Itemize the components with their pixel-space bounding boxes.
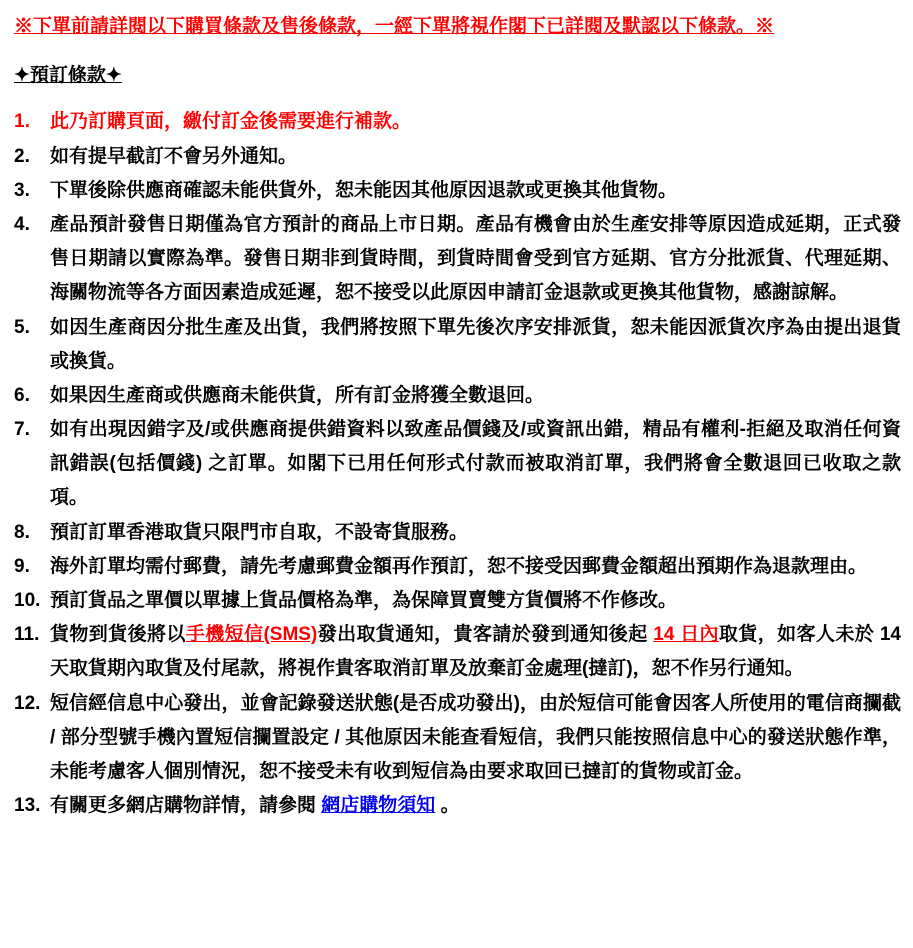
term-item-5 (14, 311, 901, 379)
section-title-preorder-terms: ✦預訂條款✦ (14, 65, 122, 87)
term-item-6 (14, 379, 901, 413)
term-text-segment: 發出取貨通知，貴客請於發到通知後起 (317, 624, 654, 646)
term-text-segment: 。 (435, 795, 460, 817)
term-text-segment: 海外訂單均需付郵費，請先考慮郵費金額再作預訂，恕不接受因郵費金額超出預期作為退款理由。 (50, 555, 868, 577)
term-item-2 (14, 140, 901, 174)
term-item-1 (14, 105, 901, 139)
highlighted-text: 手機短信(SMS) (185, 624, 318, 646)
term-text (50, 789, 901, 823)
purchase-notice-header: ※下單前請詳閱以下購買條款及售後條款，一經下單將視作閣下已詳閱及默認以下條款。※ (14, 16, 775, 37)
term-text (50, 516, 901, 550)
term-text-segment: 預訂訂單香港取貨只限門市自取，不設寄貨服務。 (50, 521, 469, 543)
term-number: 3. (14, 179, 30, 201)
term-text-segment: 如果因生產商或供應商未能供貨，所有訂金將獲全數退回。 (50, 384, 545, 406)
term-text-segment: 如因生產商因分批生產及出貨，我們將按照下單先後次序安排派貨，恕未能因派貨次序為由提出退貨或換貨。 (50, 316, 901, 372)
term-text-segment: 下單後除供應商確認未能供貨外，恕未能因其他原因退款或更換其他貨物。 (50, 179, 678, 201)
highlighted-text: 此乃訂購頁面，繳付訂金後需要進行補款。 (50, 111, 412, 133)
term-text-segment: 預訂貨品之單價以單據上貨品價格為準，為保障買賣雙方貨價將不作修改。 (50, 590, 678, 611)
term-number: 6. (14, 384, 30, 406)
term-number: 13. (14, 795, 41, 817)
term-number: 9. (14, 555, 30, 577)
term-text (50, 379, 901, 413)
terms-list (14, 105, 901, 823)
term-item-3 (14, 174, 901, 208)
term-text (50, 550, 901, 584)
term-item-7 (14, 413, 901, 516)
term-number: 11. (14, 624, 40, 646)
term-text-segment: 取貨，如客人未於 14 天取貨期內取貨及付尾款，將視作貴客取消訂單及放棄訂金處理(撻訂)，恕不作另行通知。 (50, 624, 901, 680)
term-text (50, 618, 901, 686)
term-item-10 (14, 584, 901, 618)
term-text (50, 584, 901, 618)
term-item-9 (14, 550, 901, 584)
term-item-12 (14, 687, 901, 790)
term-text-segment: 如有出現因錯字及/或供應商提供錯資料以致產品價錢及/或資訊出錯，精品有權利-拒絕及取消任何資訊錯誤(包括價錢) 之訂單。如閣下已用任何形式付款而被取消訂單，我們將會全數退回已收取之款項。 (50, 419, 901, 509)
term-number: 7. (14, 419, 30, 441)
term-text (50, 174, 901, 208)
term-text (50, 208, 901, 311)
term-text (50, 311, 901, 379)
term-number: 5. (14, 316, 30, 338)
term-number: 12. (14, 692, 41, 714)
term-text (50, 687, 901, 790)
term-item-4 (14, 208, 901, 311)
term-number: 10. (14, 590, 41, 611)
term-item-13 (14, 789, 901, 823)
term-text (50, 413, 901, 516)
term-text-segment: 如有提早截訂不會另外通知。 (50, 145, 298, 167)
term-text-segment: 有關更多網店購物詳情，請參閱 (50, 795, 322, 817)
term-item-11 (14, 618, 901, 686)
term-number: 8. (14, 521, 30, 543)
term-text (50, 105, 901, 139)
term-text-segment: 貨物到貨後將以 (50, 624, 186, 646)
term-text (50, 140, 901, 174)
term-number: 1. (14, 111, 30, 133)
term-text-segment: 短信經信息中心發出，並會記錄發送狀態(是否成功發出)，由於短信可能會因客人所使用的電信商攔截 / 部分型號手機內置短信攔置設定 / 其他原因未能查看短信，我們只能按照信息中心的發送狀態作準，未能考慮客人個別情況，恕不接受未有收到短信為由要求取回已撻訂的貨物或訂金。 (50, 692, 901, 782)
term-number: 2. (14, 145, 30, 167)
highlighted-text: 14 日內 (653, 624, 719, 646)
shop-guide-link[interactable]: 網店購物須知 (321, 795, 436, 817)
term-text-segment: 產品預計發售日期僅為官方預計的商品上市日期。產品有機會由於生產安排等原因造成延期，正式發售日期請以實際為準。發售日期非到貨時間，到貨時間會受到官方延期、官方分批派貨、代理延期、海關物流等各方面因素造成延遲，恕不接受以此原因申請訂金退款或更換其他貨物，感謝諒解。 (50, 213, 901, 304)
term-number: 4. (14, 213, 30, 235)
term-item-8 (14, 516, 901, 550)
